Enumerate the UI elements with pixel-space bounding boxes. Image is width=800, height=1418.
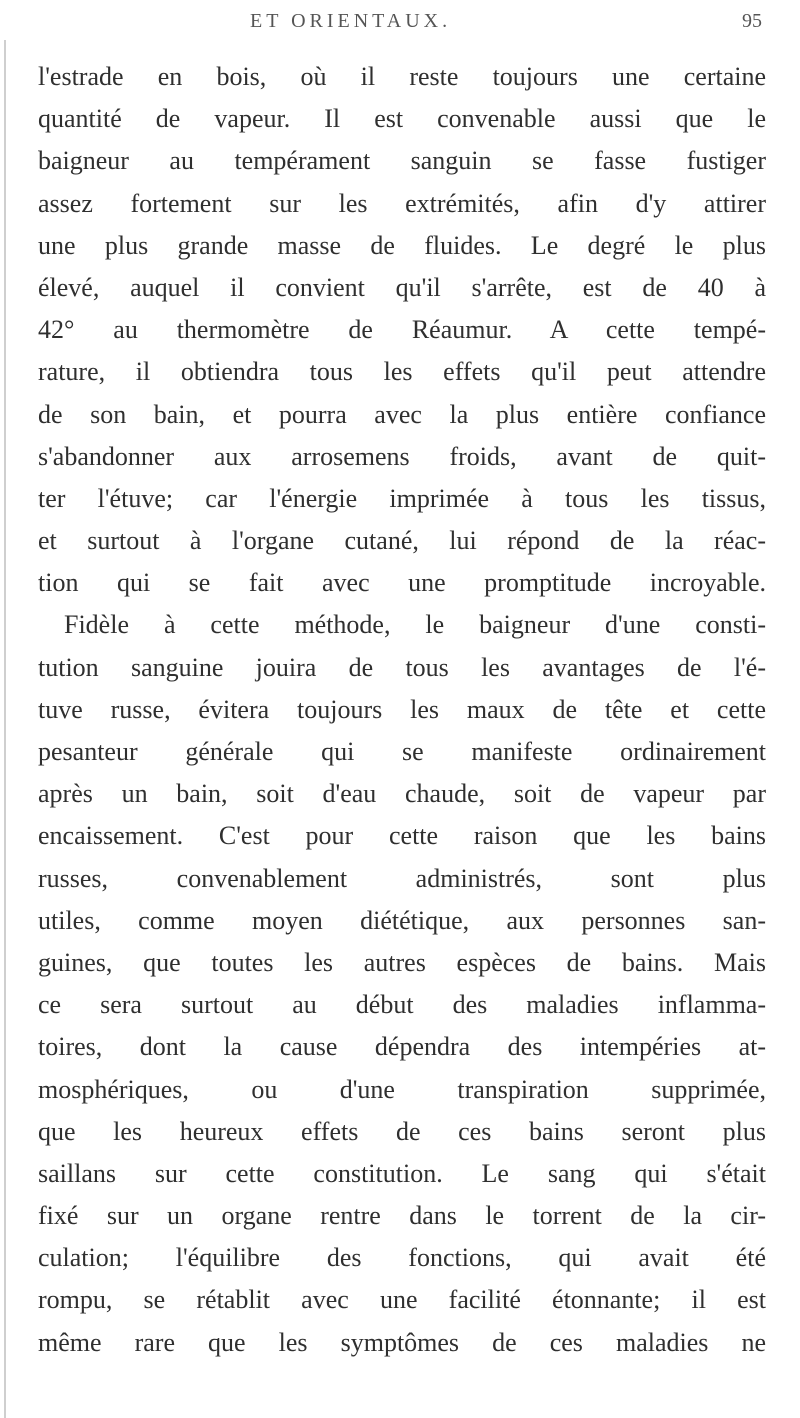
text-line: encaissement. C'est pour cette raison que les bains	[38, 821, 766, 851]
text-line: ce sera surtout au début des maladies inflamma-	[38, 990, 766, 1020]
page-number: 95	[742, 10, 762, 32]
running-header: ET ORIENTAUX.	[250, 10, 452, 32]
text-line: que les heureux effets de ces bains seront plus	[38, 1116, 766, 1146]
text-line: baigneur au tempérament sanguin se fasse fustiger	[38, 146, 766, 176]
body-text	[38, 56, 766, 1364]
text-line: même rare que les symptômes de ces maladies ne	[38, 1327, 766, 1357]
text-line: tuve russe, évitera toujours les maux de tête et cette	[38, 694, 766, 724]
text-line: et surtout à l'organe cutané, lui répond de la réac-	[38, 526, 766, 556]
text-line: élevé, auquel il convient qu'il s'arrête, est de 40 à	[38, 272, 766, 302]
text-line: saillans sur cette constitution. Le sang qui s'était	[38, 1158, 766, 1188]
text-line: 42° au thermomètre de Réaumur. A cette tempé-	[38, 315, 766, 345]
text-line: de son bain, et pourra avec la plus entière confiance	[38, 399, 766, 429]
text-line: tion qui se fait avec une promptitude incroyable.	[38, 568, 766, 598]
text-line: mosphériques, ou d'une transpiration supprimée,	[38, 1074, 766, 1104]
text-line: rompu, se rétablit avec une facilité étonnante; il est	[38, 1285, 766, 1315]
text-line: une plus grande masse de fluides. Le degré le plus	[38, 230, 766, 260]
text-line: culation; l'équilibre des fonctions, qui avait été	[38, 1243, 766, 1273]
text-line: tution sanguine jouira de tous les avantages de l'é-	[38, 652, 766, 682]
text-line: pesanteur générale qui se manifeste ordinairement	[38, 737, 766, 766]
text-line: après un bain, soit d'eau chaude, soit de vapeur par	[38, 779, 766, 809]
text-line: ter l'étuve; car l'énergie imprimée à tous les tissus,	[38, 483, 766, 513]
text-line: s'abandonner aux arrosemens froids, avant de quit-	[38, 441, 766, 471]
text-line: quantité de vapeur. Il est convenable aussi que le	[38, 104, 766, 134]
text-line: fixé sur un organe rentre dans le torrent de la cir-	[38, 1201, 766, 1231]
text-line: guines, que toutes les autres espèces de bains. Mais	[38, 947, 766, 977]
text-line: assez fortement sur les extrémités, afin d'y attirer	[38, 188, 766, 218]
text-line: utiles, comme moyen diététique, aux personnes san-	[38, 905, 766, 935]
text-line: rature, il obtiendra tous les effets qu'il peut attendre	[38, 357, 766, 387]
text-line: russes, convenablement administrés, sont plus	[38, 863, 766, 893]
text-line: l'estrade en bois, où il reste toujours une certaine	[38, 62, 766, 91]
page-edge-shadow	[4, 40, 6, 1418]
text-line: toires, dont la cause dépendra des intempéries at-	[38, 1032, 766, 1062]
text-line: Fidèle à cette méthode, le baigneur d'une consti-	[64, 610, 766, 640]
